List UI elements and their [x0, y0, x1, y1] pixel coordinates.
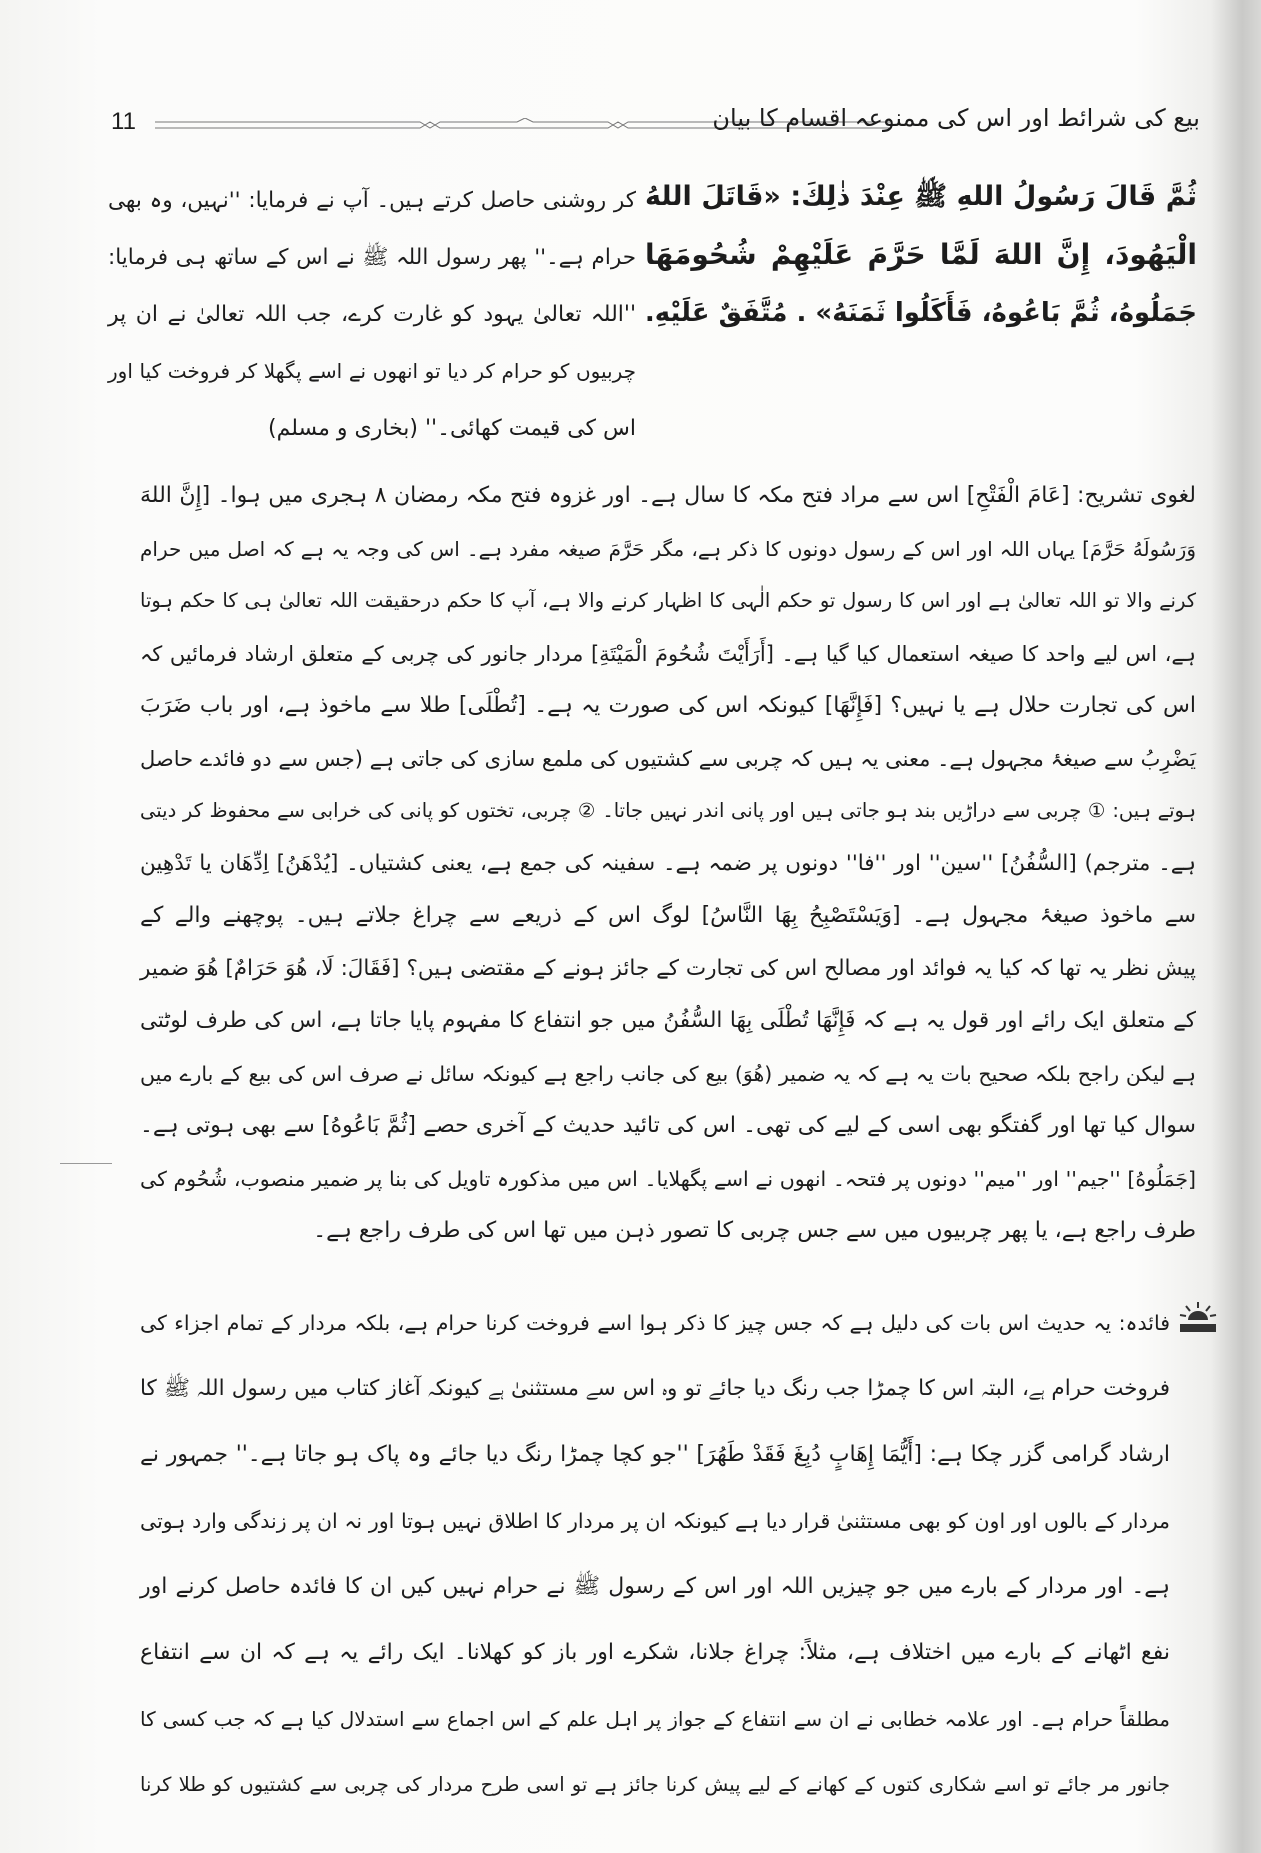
hadith-urdu-translation [108, 172, 636, 457]
text-line: پیش نظر یہ تھا کہ کیا یہ فوائد اور مصالح اس کی تجارت کے جائز ہونے کے مقتضی ہیں؟ [فَقَالَ: لَا، هُوَ حَرَامٌ] هُوَ ضمیر [140, 955, 1196, 981]
text-line: طرف راجع ہے، یا پھر چربیوں میں سے جس چربی کا تصور ذہن میں تھا اس کی طرف راجع ہے۔ [313, 1218, 1196, 1243]
text-line: ''اللہ تعالیٰ یہود کو غارت کرے، جب اللہ تعالیٰ نے ان پر [108, 302, 636, 327]
text-line: لغوی تشریح: [عَامَ الْفَتْحِ] اس سے مراد فتح مکہ کا سال ہے۔ اور غزوہ فتح مکہ رمضان ۸ ہجری میں ہوا۔ [إِنَّ اللهَ [140, 483, 1197, 508]
text-line: ہوتے ہیں: ① چربی سے دراڑیں بند ہو جاتی ہیں اور پانی اندر نہیں جاتا۔ ② چربی، تختوں کو پانی کی خرابی سے محفوظ کر دیتی [140, 799, 1196, 822]
text-line: کرنے والا تو اللہ تعالیٰ ہے اور اس کا رسول تو حکم الٰہی کا اظہار کرنے والا ہے، آپ کا حکم درحقیقت اللہ تعالیٰ ہی کا حکم ہوتا [140, 589, 1196, 612]
hadith-arabic-text [645, 168, 1197, 342]
text-line: ہے لیکن راجح بلکہ صحیح بات یہ ہے کہ یہ ضمیر (هُوَ) بیع کی جانب راجع ہے کیونکہ سائل نے صرف اس کی بیع کے بارے میں [140, 1061, 1196, 1086]
text-line: ہے، اس لیے واحد کا صیغہ استعمال کیا گیا ہے۔ [أَرَأَيْتَ شُحُومَ الْمَيْتَةِ] مردار جانور کی چربی کے متعلق ارشاد فرمائیں کہ [140, 641, 1196, 666]
text-line: ارشاد گرامی گزر چکا ہے: [أَيُّمَا إِهَابٍ دُبِغَ فَقَدْ طَهُرَ] ''جو کچا چمڑا رنگ دیا جائے وہ پاک ہو جاتا ہے۔'' جمہور نے [140, 1442, 1170, 1467]
text-line: فروخت حرام ہے، البتہ اس کا چمڑا جب رنگ دیا جائے تو وہ اس سے مستثنیٰ ہے کیونکہ آغاز کتاب میں رسول اللہ ﷺ کا [140, 1376, 1170, 1401]
text-line: الْيَهُودَ، إِنَّ اللهَ لَمَّا حَرَّمَ عَلَيْهِمْ شُحُومَهَا [645, 238, 1197, 271]
benefit-paragraph [140, 1290, 1170, 1818]
text-line: سے ماخوذ صیغۂ مجہول ہے۔ [وَيَسْتَصْبِحُ بِهَا النَّاسُ] لوگ اس کے ذریعے سے چراغ جلاتے ہیں۔ پوچھنے والے کے [140, 903, 1196, 928]
text-line: جَمَلُوهُ، ثُمَّ بَاعُوهُ، فَأَكَلُوا ثَمَنَهُ» . مُتَّفَقٌ عَلَيْهِ. [644, 298, 1197, 328]
margin-mark [60, 1163, 112, 1164]
text-line: ہے۔ مترجم) [السُّفُنُ] ''سین'' اور ''فا'' دونوں پر ضمہ ہے۔ سفینہ کی جمع ہے، یعنی کشتیاں۔ [يُدْهَنُ] اِدِّهَان یا تَدْهِين [140, 850, 1196, 876]
text-line: مطلقاً حرام ہے۔ اور علامہ خطابی نے ان سے انتفاع کے جواز پر اہل علم کے اس اجماع سے استدلال کیا ہے کہ جب کسی کا [140, 1707, 1170, 1731]
text-line: کر روشنی حاصل کرتے ہیں۔ آپ نے فرمایا: ''نہیں، وہ بھی [108, 188, 636, 213]
text-line: نفع اٹھانے کے بارے میں اختلاف ہے، مثلاً: چراغ جلانا، شکرے اور باز کو کھلانا۔ ایک رائے یہ ہے کہ ان سے انتفاع [140, 1640, 1170, 1665]
text-line: يَضْرِبُ سے صیغۂ مجہول ہے۔ معنی یہ ہیں کہ چربی سے کشتیوں کی ملمع سازی کی جاتی ہے (جس سے دو فائدے حاصل [140, 746, 1196, 771]
text-line: [جَمَلُوهُ] ''جیم'' اور ''میم'' دونوں پر فتحہ۔ انھوں نے اسے پگھلایا۔ اس میں مذکورہ تاویل کی بنا پر ضمیر منصوب، شُحُوم کی [140, 1166, 1196, 1191]
text-line: چربیوں کو حرام کر دیا تو انھوں نے اسے پگھلا کر فروخت کیا اور [108, 359, 636, 383]
text-line: مردار کے بالوں اور اون کو بھی مستثنیٰ قرار دیا ہے کیونکہ ان پر مردار کا اطلاق نہیں ہوتا اور نہ ان پر زندگی وارد ہوتی [140, 1509, 1170, 1533]
sun-rising-icon [1178, 1300, 1218, 1334]
text-line: سوال کیا تھا اور گفتگو بھی اسی کے لیے کی تھی۔ اس کی تائید حدیث کے آخری حصے [ثُمَّ بَاعُوهُ] سے بھی ہوتی ہے۔ [140, 1113, 1196, 1138]
text-line: ہے۔ اور مردار کے بارے میں جو چیزیں اللہ اور اس کے رسول ﷺ نے حرام نہیں کیں ان کا فائدہ حاصل کرنے اور [140, 1574, 1170, 1599]
text-line: ثُمَّ قَالَ رَسُولُ اللهِ ﷺ عِنْدَ ذٰلِكَ: «قَاتَلَ اللهُ [645, 181, 1197, 212]
text-line: کے متعلق ایک رائے اور قول یہ ہے کہ فَإِنَّهَا تُطْلَى بِهَا السُّفُنُ میں جو انتفاع کا مفہوم پایا جاتا ہے، اس کی طرف لوٹتی [140, 1008, 1196, 1033]
linguistic-explanation-paragraph [140, 470, 1196, 1258]
page-number: 11 [111, 108, 136, 135]
text-line: وَرَسُولَهُ حَرَّمَ] یہاں اللہ اور اس کے رسول دونوں کا ذکر ہے، مگر حَرَّمَ صیغہ مفرد ہے۔ اس کی وجہ یہ ہے کہ اصل میں حرام [140, 536, 1196, 561]
text-line: فائدہ: یہ حدیث اس بات کی دلیل ہے کہ جس چیز کا ذکر ہوا اسے فروخت کرنا حرام ہے، بلکہ مردار کے تمام اجزاء کی [140, 1311, 1170, 1335]
page-header [105, 104, 1200, 148]
text-line: اس کی تجارت حلال ہے یا نہیں؟ [فَإِنَّهَا] کیونکہ اس کی صورت یہ ہے۔ [تُطْلَى] طلا سے ماخوذ ہے، اور باب ضَرَبَ [140, 693, 1196, 718]
text-line: حرام ہے۔'' پھر رسول اللہ ﷺ نے اس کے ساتھ ہی فرمایا: [108, 245, 636, 270]
text-line: جانور مر جائے تو اسے شکاری کتوں کے کھانے کے لیے پیش کرنا جائز ہے تو اسی طرح مردار کی چربی سے کشتیوں کو طلا کرنا [140, 1773, 1170, 1796]
chapter-title: بیع کی شرائط اور اس کی ممنوعہ اقسام کا بیان [712, 104, 1200, 132]
text-line: اس کی قیمت کھائی۔'' (بخاری و مسلم) [268, 416, 636, 441]
